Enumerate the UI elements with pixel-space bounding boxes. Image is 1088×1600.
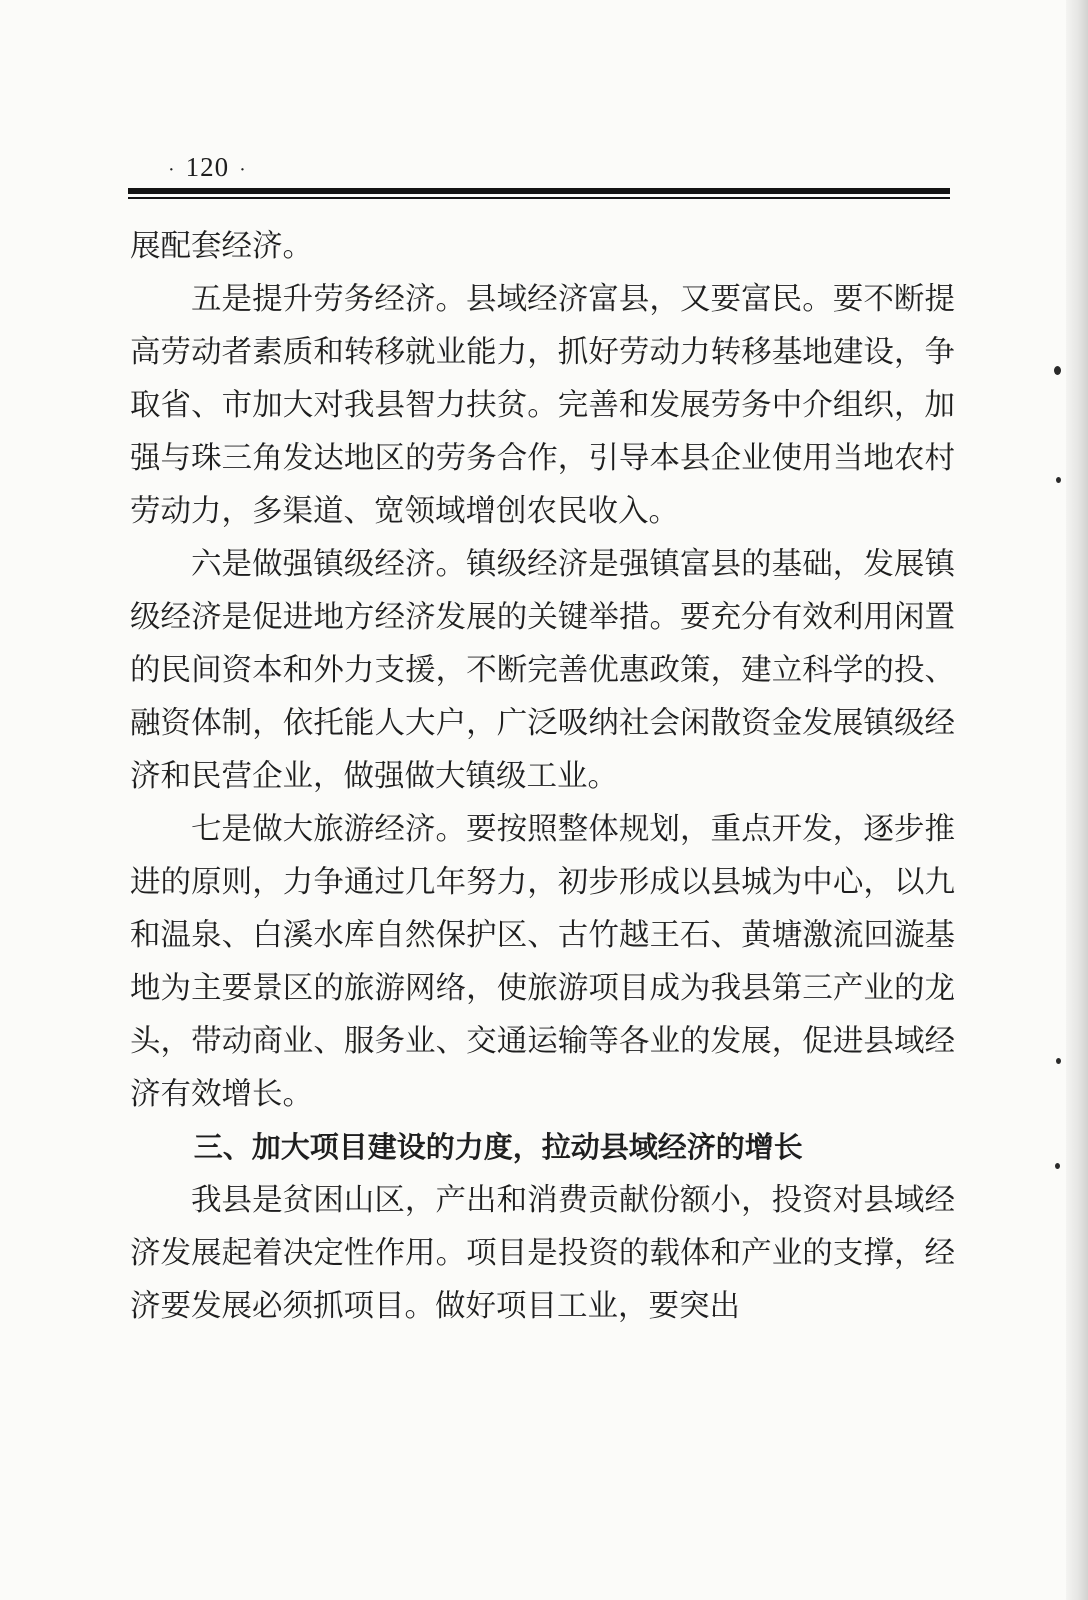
paragraph-town-economy: 六是做强镇级经济。镇级经济是强镇富县的基础，发展镇级经济是促进地方经济发展的关键举措。要充分有效利用闲置的民间资本和外力支援，不断完善优惠政策，建立科学的投、融资体制，依托能人大户，广泛吸纳社会闲散资金发展镇级经济和民营企业，做强做大镇级工业。: [130, 547, 955, 794]
scan-speck: [1054, 366, 1061, 375]
body-text: [130, 220, 955, 1333]
header-dot-left: ·: [168, 158, 176, 181]
paragraph-tourism-economy: 七是做大旅游经济。要按照整体规划，重点开发，逐步推进的原则，力争通过几年努力，初步形成以县城为中心，以九和温泉、白溪水库自然保护区、古竹越王石、黄塘激流回漩基地为主要景区的旅游网络，使旅游项目成为我县第三产业的龙头，带动商业、服务业、交通运输等各业的发展，促进县域经济有效增长。: [130, 812, 955, 1112]
scan-speck: [1056, 1058, 1061, 1064]
page-number-value: 120: [185, 152, 230, 182]
scan-speck: [1055, 1163, 1060, 1169]
page-edge-shadow: [1066, 0, 1088, 1600]
scan-speck: [1056, 477, 1061, 483]
header-rule-thin: [128, 197, 950, 199]
header-dot-right: ·: [239, 158, 247, 181]
paragraph-project-investment: 我县是贫困山区，产出和消费贡献份额小，投资对县域经济发展起着决定性作用。项目是投资的载体和产业的支撑，经济要发展必须抓项目。做好项目工业，要突出: [130, 1183, 955, 1324]
section-heading: 三、加大项目建设的力度，拉动县域经济的增长: [193, 1130, 803, 1164]
paragraph-labor-economy: 五是提升劳务经济。县域经济富县，又要富民。要不断提高劳动者素质和转移就业能力，抓好劳动力转移基地建设，争取省、市加大对我县智力扶贫。完善和发展劳务中介组织，加强与珠三角发达地区的劳务合作，引导本县企业使用当地农村劳动力，多渠道、宽领域增创农民收入。: [130, 282, 955, 529]
header-rule-thick: [128, 188, 950, 194]
paragraph-continued: 展配套经济。: [130, 229, 313, 264]
page-number: [158, 150, 257, 187]
